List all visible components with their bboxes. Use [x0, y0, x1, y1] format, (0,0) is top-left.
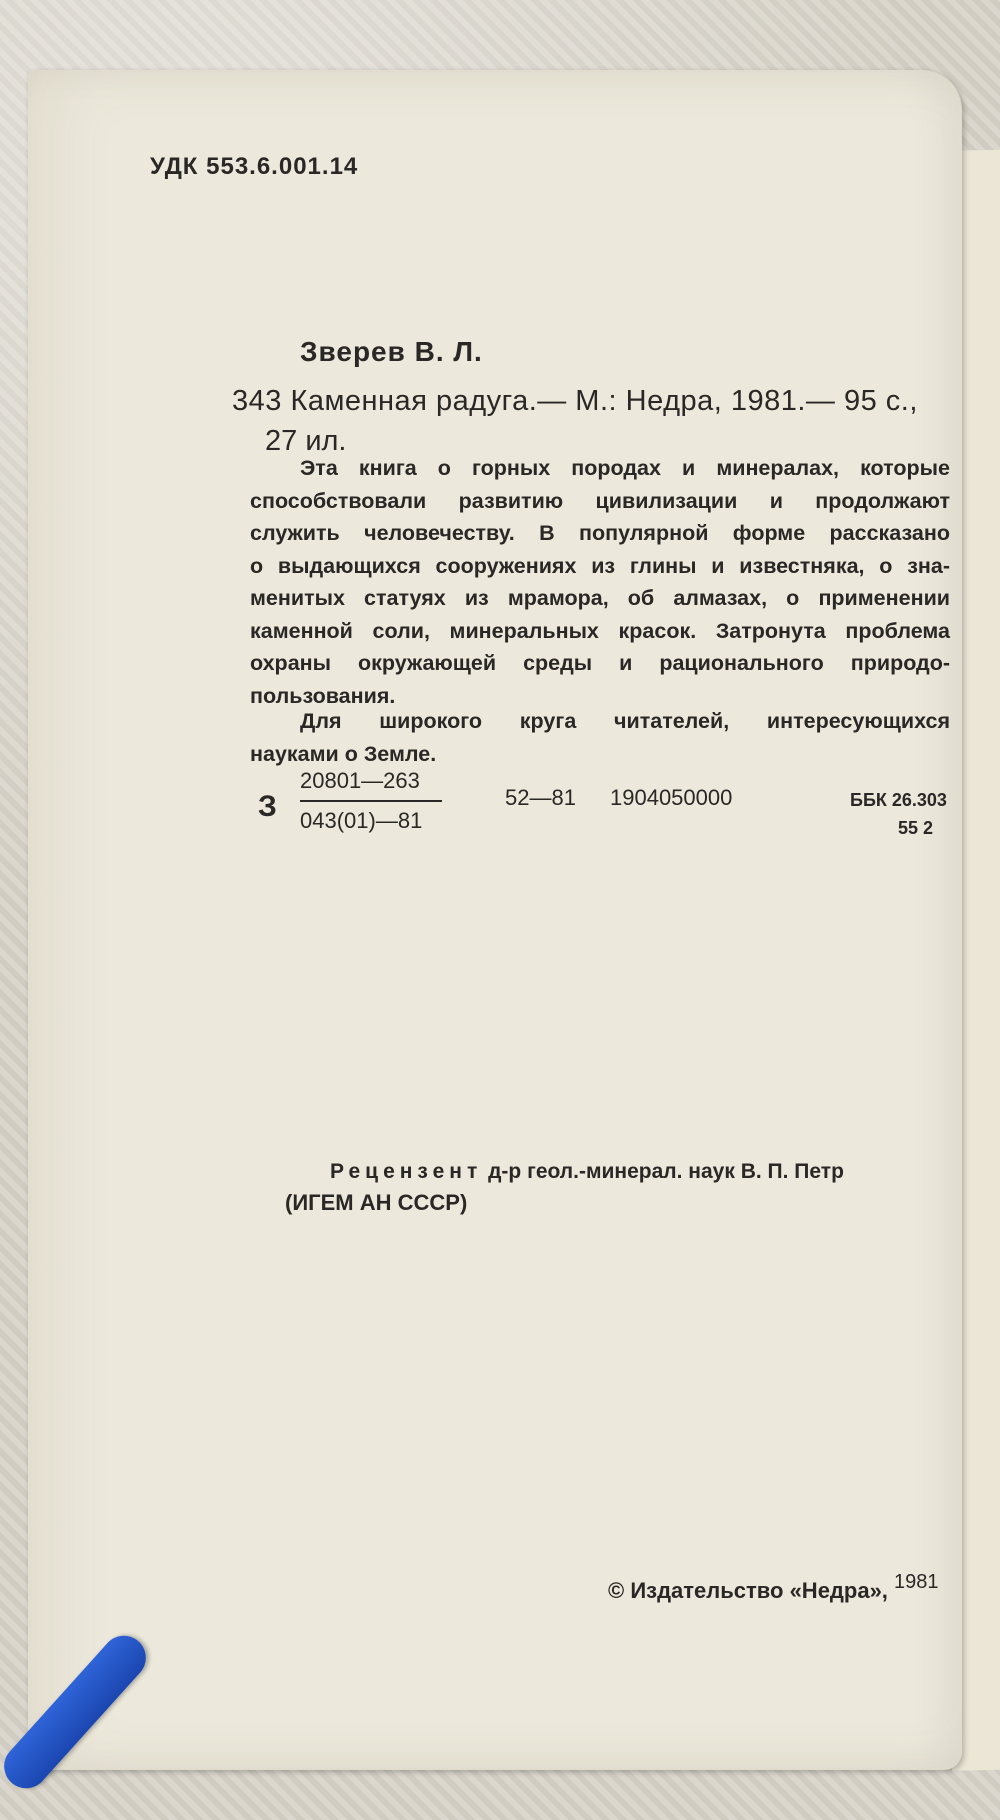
catalog-code-b: 1904050000 [610, 785, 733, 810]
reviewer-institute: (ИГЕМ АН СССР) [285, 1190, 468, 1215]
annotation-line: служить человечеству. В популярной форме рассказано [250, 521, 950, 545]
audience-text [250, 705, 950, 771]
index-letter: З [258, 790, 277, 823]
fraction-numerator: 20801—263 [300, 768, 420, 793]
bbk-subcode: 55 2 [898, 818, 934, 838]
udk-code: УДК 553.6.001.14 [150, 153, 359, 180]
annotation-line: пользования. [250, 683, 396, 708]
illustrations-count: 27 ил. [265, 425, 347, 457]
reviewer-line [330, 1160, 844, 1184]
fraction-line [300, 800, 442, 802]
annotation-text [250, 452, 950, 712]
catalog-code-a: 52—81 [505, 785, 576, 810]
copyright-line [608, 1571, 939, 1604]
reviewer-label: Рецензент [330, 1160, 483, 1183]
reviewer-name: д-р геол.-минерал. наук В. П. Петр [488, 1160, 844, 1183]
audience-line: Для широкого круга читателей, интересующихся [300, 709, 950, 733]
bibliographic-title: 343 Каменная радуга.— М.: Недра, 1981.— 95 с., [232, 385, 918, 417]
bbk-code: ББК 26.303 [850, 790, 947, 810]
annotation-line: Эта книга о горных породах и минералах, которые [300, 456, 950, 480]
annotation-line: о выдающихся сооружениях из глины и известняка, о зна- [250, 553, 950, 578]
annotation-line: охраны окружающей среды и рационального природо- [250, 651, 950, 675]
book-page [28, 70, 962, 1770]
annotation-line: менитых статуях из мрамора, об алмазах, о применении [250, 586, 950, 610]
fraction-denominator: 043(01)—81 [300, 808, 423, 833]
copyright-year: 1981 [894, 1571, 939, 1593]
annotation-line: способствовали развитию цивилизации и продолжают [250, 488, 950, 513]
audience-line: науками о Земле. [250, 742, 437, 766]
copyright-text: © Издательство «Недра», [608, 1578, 888, 1603]
author-name: Зверев В. Л. [300, 336, 483, 367]
annotation-line: каменной соли, минеральных красок. Затронута проблема [250, 618, 950, 643]
